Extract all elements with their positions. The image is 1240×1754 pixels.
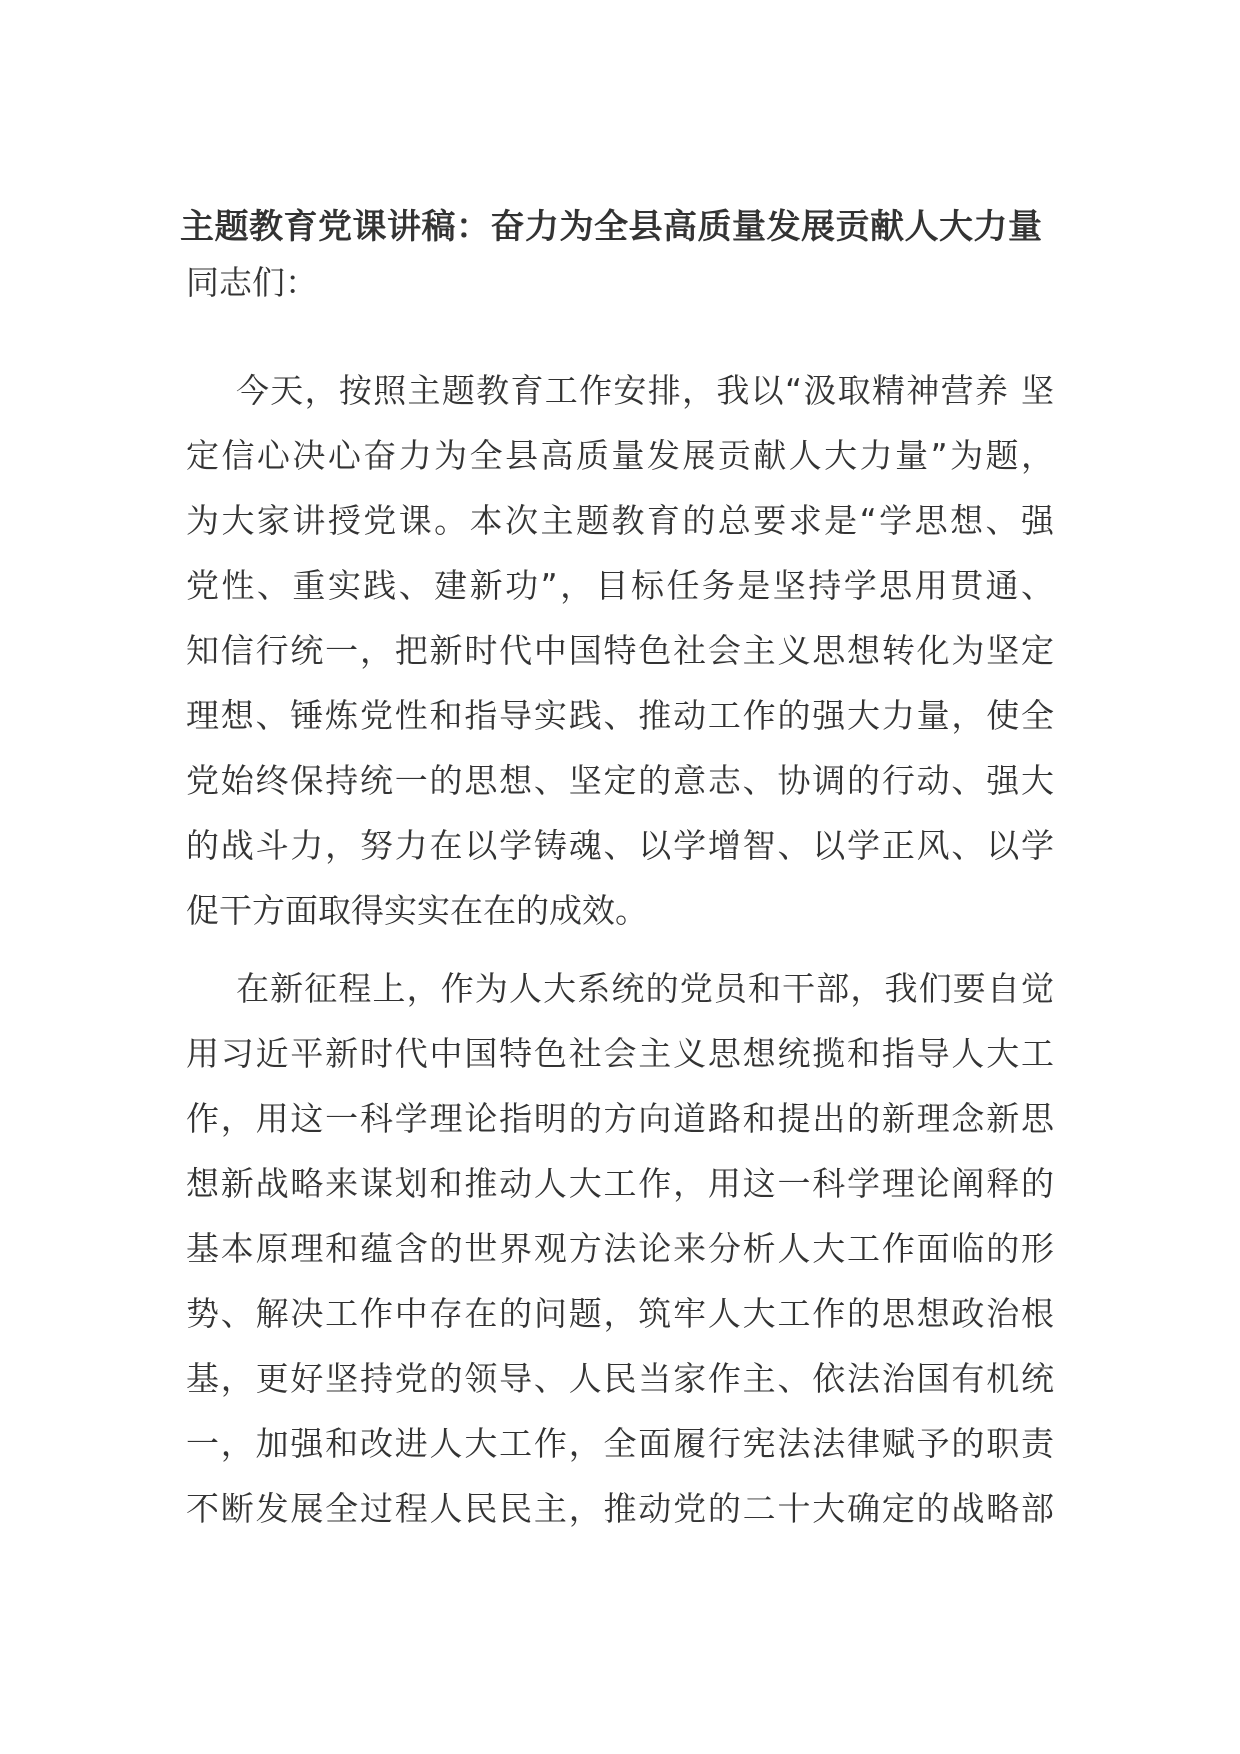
document-title: 主题教育党课讲稿：奋力为全县高质量发展贡献人大力量 — [180, 207, 1043, 247]
paragraph-line: 用习近平新时代中国特色社会主义思想统揽和指导人大工 — [186, 1034, 1054, 1073]
paragraph-line: 知信行统一，把新时代中国特色社会主义思想转化为坚定 — [186, 631, 1054, 670]
paragraph-line: 基本原理和蕴含的世界观方法论来分析人大工作面临的形 — [186, 1229, 1054, 1268]
paragraph-line: 今天，按照主题教育工作安排，我以“汲取精神营养 坚 — [236, 371, 1054, 410]
paragraph-line: 在新征程上，作为人大系统的党员和干部，我们要自觉 — [236, 969, 1054, 1008]
salutation: 同志们： — [186, 263, 318, 302]
paragraph-line: 一，加强和改进人大工作，全面履行宪法法律赋予的职责 — [186, 1424, 1054, 1463]
paragraph-line: 作，用这一科学理论指明的方向道路和提出的新理念新思 — [186, 1099, 1054, 1138]
paragraph-line: 促干方面取得实实在在的成效。 — [186, 891, 648, 930]
paragraph-line: 想新战略来谋划和推动人大工作，用这一科学理论阐释的 — [186, 1164, 1054, 1203]
paragraph-line: 党性、重实践、建新功”，目标任务是坚持学思用贯通、 — [186, 566, 1054, 605]
paragraph-line: 理想、锤炼党性和指导实践、推动工作的强大力量，使全 — [186, 696, 1054, 735]
paragraph-line: 基，更好坚持党的领导、人民当家作主、依法治国有机统 — [186, 1359, 1054, 1398]
paragraph-2 — [186, 956, 1054, 1541]
paragraph-line: 为大家讲授党课。本次主题教育的总要求是“学思想、强 — [186, 501, 1054, 540]
paragraph-line: 定信心决心奋力为全县高质量发展贡献人大力量”为题， — [186, 436, 1054, 475]
paragraph-line: 不断发展全过程人民民主，推动党的二十大确定的战略部 — [186, 1489, 1054, 1528]
paragraph-line: 的战斗力，努力在以学铸魂、以学增智、以学正风、以学 — [186, 826, 1054, 865]
paragraph-1 — [186, 358, 1054, 943]
paragraph-line: 势、解决工作中存在的问题，筑牢人大工作的思想政治根 — [186, 1294, 1054, 1333]
paragraph-line: 党始终保持统一的思想、坚定的意志、协调的行动、强大 — [186, 761, 1054, 800]
